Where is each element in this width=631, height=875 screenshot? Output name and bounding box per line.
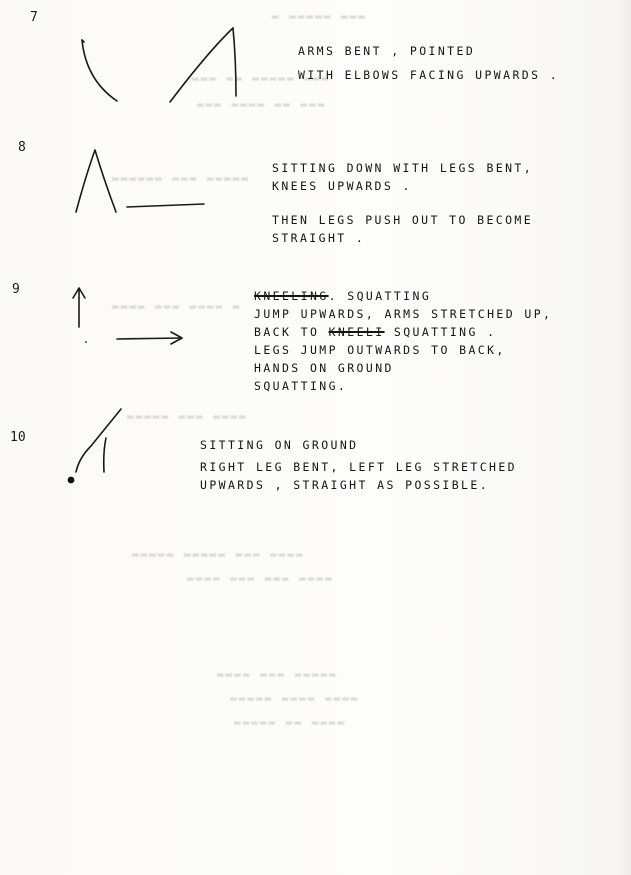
bleed-through-mark: ▬▬▬▬▬ ▬▬▬ ▬▬▬▬ [215, 668, 336, 681]
bleed-through-mark: ▬▬▬▬ ▬▬ ▬▬▬▬▬ [232, 716, 345, 729]
seat-point [68, 477, 75, 484]
note-line: KNEES UPWARDS . [272, 179, 412, 193]
note-text: SQUATTING . [393, 325, 497, 339]
entry-number: 8 [18, 140, 26, 155]
left-arm-stroke [82, 40, 117, 101]
note-line: LEGS JUMP OUTWARDS TO BACK, [254, 343, 506, 357]
entry-number: 7 [30, 10, 38, 25]
sitting-legs-sketch [76, 150, 204, 212]
bleed-through-mark: ▬▬▬ ▬▬▬▬▬ ▬ [270, 10, 365, 23]
note-line: RIGHT LEG BENT, LEFT LEG STRETCHED [200, 460, 518, 474]
bleed-through-mark: ▬▬▬ ▬▬▬▬▬ ▬▬ ▬▬▬ [190, 72, 328, 85]
bleed-through-mark: ▬▬▬▬ ▬▬▬ ▬▬▬▬▬ ▬▬▬▬▬ [130, 548, 303, 561]
note-line: ARMS BENT , POINTED [298, 44, 476, 58]
note-text: BACK TO [254, 325, 320, 339]
note-line: UPWARDS , STRAIGHT AS POSSIBLE. [200, 478, 490, 492]
right-arm-inner-stroke [233, 28, 236, 96]
bleed-through-mark: ▬▬▬▬ ▬▬▬▬ ▬▬▬▬▬ [228, 692, 358, 705]
right-arm-stroke [170, 28, 233, 102]
struck-word: KNEELING [254, 289, 329, 303]
struck-word: KNEELI [328, 325, 385, 339]
note-line: HANDS ON GROUND [254, 361, 394, 375]
bleed-through-mark: ▬▬▬▬ ▬▬▬ ▬▬▬▬▬ [125, 410, 246, 423]
note-line: JUMP UPWARDS, ARMS STRETCHED UP, [254, 307, 553, 321]
raised-leg-stroke [76, 409, 121, 472]
note-line: SQUATTING. [254, 379, 348, 393]
note-line: WITH ELBOWS FACING UPWARDS . [298, 68, 560, 82]
straight-leg-stroke [127, 204, 204, 207]
note-line: THEN LEGS PUSH OUT TO BECOME [272, 213, 534, 227]
entry-number: 10 [10, 430, 26, 445]
seated-leg-stretch-sketch [68, 409, 121, 483]
note-line: SITTING ON GROUND [200, 438, 359, 452]
bleed-through-mark: ▬▬▬▬▬ ▬▬▬ ▬▬▬▬▬▬ [110, 172, 248, 185]
bent-leg-stroke [104, 438, 106, 472]
bleed-through-mark: ▬▬▬ ▬▬ ▬▬▬▬ ▬▬▬ [195, 98, 325, 111]
bleed-through-mark: ▬▬▬▬ ▬▬▬ ▬▬▬ ▬▬▬▬ [185, 572, 332, 585]
note-text: . SQUATTING [328, 289, 432, 303]
entry-number: 9 [12, 282, 20, 297]
note-line: STRAIGHT . [272, 231, 366, 245]
note-line: SITTING DOWN WITH LEGS BENT, [272, 161, 534, 175]
arms-bent-sketch [82, 28, 236, 102]
bleed-through-mark: ▬ ▬▬▬▬ ▬▬▬ ▬▬▬▬ [110, 300, 240, 313]
jump-arrows-sketch [73, 288, 182, 344]
bent-leg-stroke [76, 150, 116, 212]
ground-dot [85, 341, 87, 343]
right-arrow-shaft [117, 338, 182, 339]
